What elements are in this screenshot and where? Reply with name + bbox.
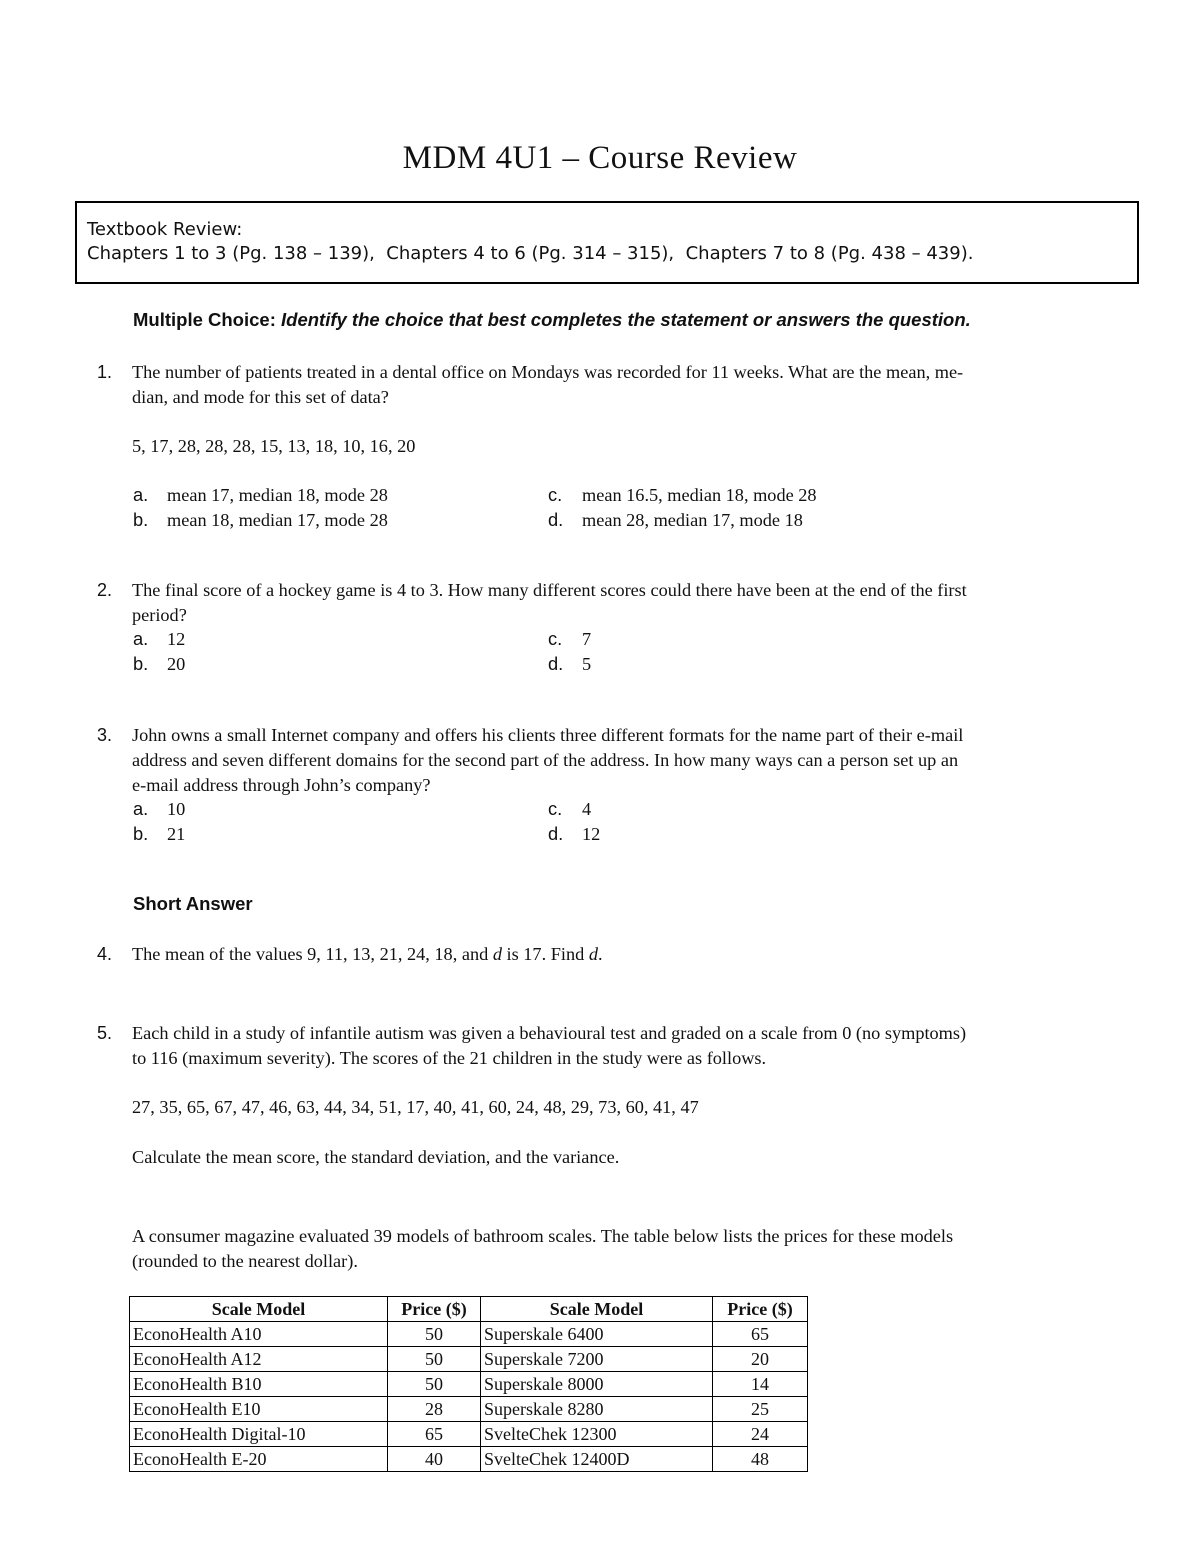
q2-option-b-text: 20 — [167, 654, 186, 674]
q2-option-a-letter: a. — [133, 628, 149, 649]
question-3-number: 3. — [97, 725, 113, 745]
q1-option-a[interactable] — [133, 484, 388, 506]
price-cell: 65 — [713, 1322, 808, 1347]
question-3-text — [132, 723, 1117, 798]
price-cell: 20 — [713, 1347, 808, 1372]
price-cell: 14 — [713, 1372, 808, 1397]
q1-option-d[interactable] — [548, 509, 803, 531]
q4-variable-2: d — [588, 944, 598, 964]
question-1-line-2: dian, and mode for this set of data? — [132, 387, 389, 407]
price-cell: 25 — [713, 1397, 808, 1422]
table-row — [130, 1347, 808, 1372]
table-header-row — [130, 1297, 808, 1322]
model-cell: EconoHealth B10 — [130, 1372, 388, 1397]
q2-option-d-text: 5 — [582, 654, 592, 674]
model-cell: EconoHealth E-20 — [130, 1447, 388, 1472]
q3-option-a-text: 10 — [167, 799, 186, 819]
header-price-1: Price ($) — [388, 1297, 481, 1322]
q1-option-a-text: mean 17, median 18, mode 28 — [167, 485, 388, 505]
scales-price-table — [129, 1296, 808, 1472]
q1-option-d-letter: d. — [548, 509, 564, 530]
q4-text-end: . — [597, 944, 603, 964]
question-5-text — [132, 1021, 1117, 1071]
textbook-review-label: Textbook Review: — [87, 219, 243, 240]
multiple-choice-instruction: Identify the choice that best completes the statement or answers the question. — [281, 309, 971, 330]
question-5-number: 5. — [97, 1023, 113, 1043]
magazine-intro-line-1: A consumer magazine evaluated 39 models of bathroom scales. The table below lists the prices for these models — [132, 1226, 954, 1246]
question-5-data: 27, 35, 65, 67, 47, 46, 63, 44, 34, 51, 17, 40, 41, 60, 24, 48, 29, 73, 60, 41, 47 — [132, 1097, 699, 1117]
multiple-choice-heading — [133, 309, 971, 331]
price-cell: 65 — [388, 1422, 481, 1447]
price-cell: 40 — [388, 1447, 481, 1472]
question-1-data: 5, 17, 28, 28, 28, 15, 13, 18, 10, 16, 20 — [132, 436, 416, 456]
q2-option-b-letter: b. — [133, 653, 149, 674]
q3-option-a-letter: a. — [133, 798, 149, 819]
header-scale-model-1: Scale Model — [130, 1297, 388, 1322]
q2-option-a[interactable] — [133, 628, 185, 650]
q3-option-d[interactable] — [548, 823, 600, 845]
question-5-line-1: Each child in a study of infantile autism was given a behavioural test and graded on a scale from 0 (no symptoms) — [132, 1023, 967, 1043]
model-cell: Superskale 8000 — [481, 1372, 713, 1397]
q1-option-b[interactable] — [133, 509, 388, 531]
model-cell: Superskale 6400 — [481, 1322, 713, 1347]
q3-option-b[interactable] — [133, 823, 185, 845]
question-4-number: 4. — [97, 944, 113, 964]
model-cell: EconoHealth E10 — [130, 1397, 388, 1422]
q2-option-c-letter: c. — [548, 628, 563, 649]
price-cell: 48 — [713, 1447, 808, 1472]
q2-option-c[interactable] — [548, 628, 591, 650]
price-cell: 50 — [388, 1372, 481, 1397]
q1-option-c[interactable] — [548, 484, 817, 506]
q2-option-a-text: 12 — [167, 629, 186, 649]
q2-option-b[interactable] — [133, 653, 185, 675]
price-cell: 50 — [388, 1322, 481, 1347]
model-cell: EconoHealth A10 — [130, 1322, 388, 1347]
question-3-line-2: address and seven different domains for the second part of the address. In how many ways can a person set up an — [132, 750, 959, 770]
q3-option-a[interactable] — [133, 798, 185, 820]
price-cell: 50 — [388, 1347, 481, 1372]
page-title: MDM 4U1 – Course Review — [402, 140, 798, 176]
question-5-line-2: to 116 (maximum severity). The scores of the 21 children in the study were as follows. — [132, 1048, 767, 1068]
question-1-number: 1. — [97, 362, 113, 382]
multiple-choice-label: Multiple Choice: — [133, 309, 276, 330]
q1-option-a-letter: a. — [133, 484, 149, 505]
model-cell: SvelteChek 12400D — [481, 1447, 713, 1472]
table-row — [130, 1447, 808, 1472]
q2-option-c-text: 7 — [582, 629, 592, 649]
q3-option-c-letter: c. — [548, 798, 563, 819]
header-scale-model-2: Scale Model — [481, 1297, 713, 1322]
header-price-2: Price ($) — [713, 1297, 808, 1322]
question-3-line-1: John owns a small Internet company and offers his clients three different formats for the name part of their e-mail — [132, 725, 964, 745]
q3-option-d-text: 12 — [582, 824, 601, 844]
question-2-text — [132, 578, 1117, 628]
textbook-review-box — [75, 201, 1139, 284]
magazine-intro — [132, 1224, 1117, 1274]
short-answer-heading: Short Answer — [133, 893, 253, 914]
question-2-line-1: The final score of a hockey game is 4 to 3. How many different scores could there have been at the end of the first — [132, 580, 967, 600]
q4-variable: d — [492, 944, 502, 964]
q1-option-b-letter: b. — [133, 509, 149, 530]
q3-option-d-letter: d. — [548, 823, 564, 844]
q1-option-c-letter: c. — [548, 484, 563, 505]
table-row — [130, 1397, 808, 1422]
q3-option-c-text: 4 — [582, 799, 592, 819]
q3-option-b-letter: b. — [133, 823, 149, 844]
q1-option-c-text: mean 16.5, median 18, mode 28 — [582, 485, 817, 505]
table-row — [130, 1322, 808, 1347]
question-5-instruction: Calculate the mean score, the standard deviation, and the variance. — [132, 1147, 620, 1167]
magazine-intro-line-2: (rounded to the nearest dollar). — [132, 1251, 358, 1271]
model-cell: EconoHealth Digital-10 — [130, 1422, 388, 1447]
q3-option-b-text: 21 — [167, 824, 186, 844]
model-cell: Superskale 8280 — [481, 1397, 713, 1422]
question-2-number: 2. — [97, 580, 113, 600]
q3-option-c[interactable] — [548, 798, 591, 820]
question-2-line-2: period? — [132, 605, 187, 625]
q4-text-before: The mean of the values 9, 11, 13, 21, 24, 18, and — [132, 944, 493, 964]
q1-option-b-text: mean 18, median 17, mode 28 — [167, 510, 388, 530]
price-cell: 24 — [713, 1422, 808, 1447]
table-row — [130, 1422, 808, 1447]
textbook-review-chapters: Chapters 1 to 3 (Pg. 138 – 139), Chapters 4 to 6 (Pg. 314 – 315), Chapters 7 to 8 (Pg. 438 – 439). — [87, 243, 974, 264]
table-row — [130, 1372, 808, 1397]
model-cell: EconoHealth A12 — [130, 1347, 388, 1372]
model-cell: SvelteChek 12300 — [481, 1422, 713, 1447]
q1-option-d-text: mean 28, median 17, mode 18 — [582, 510, 803, 530]
price-cell: 28 — [388, 1397, 481, 1422]
model-cell: Superskale 7200 — [481, 1347, 713, 1372]
question-4-text — [132, 942, 1117, 967]
question-1-line-1: The number of patients treated in a dental office on Mondays was recorded for 11 weeks. What are the mean, me- — [132, 362, 964, 382]
q4-text-mid: is 17. Find — [501, 944, 589, 964]
question-3-line-3: e-mail address through John’s company? — [132, 775, 431, 795]
q2-option-d-letter: d. — [548, 653, 564, 674]
question-1-text — [132, 360, 1117, 410]
q2-option-d[interactable] — [548, 653, 591, 675]
